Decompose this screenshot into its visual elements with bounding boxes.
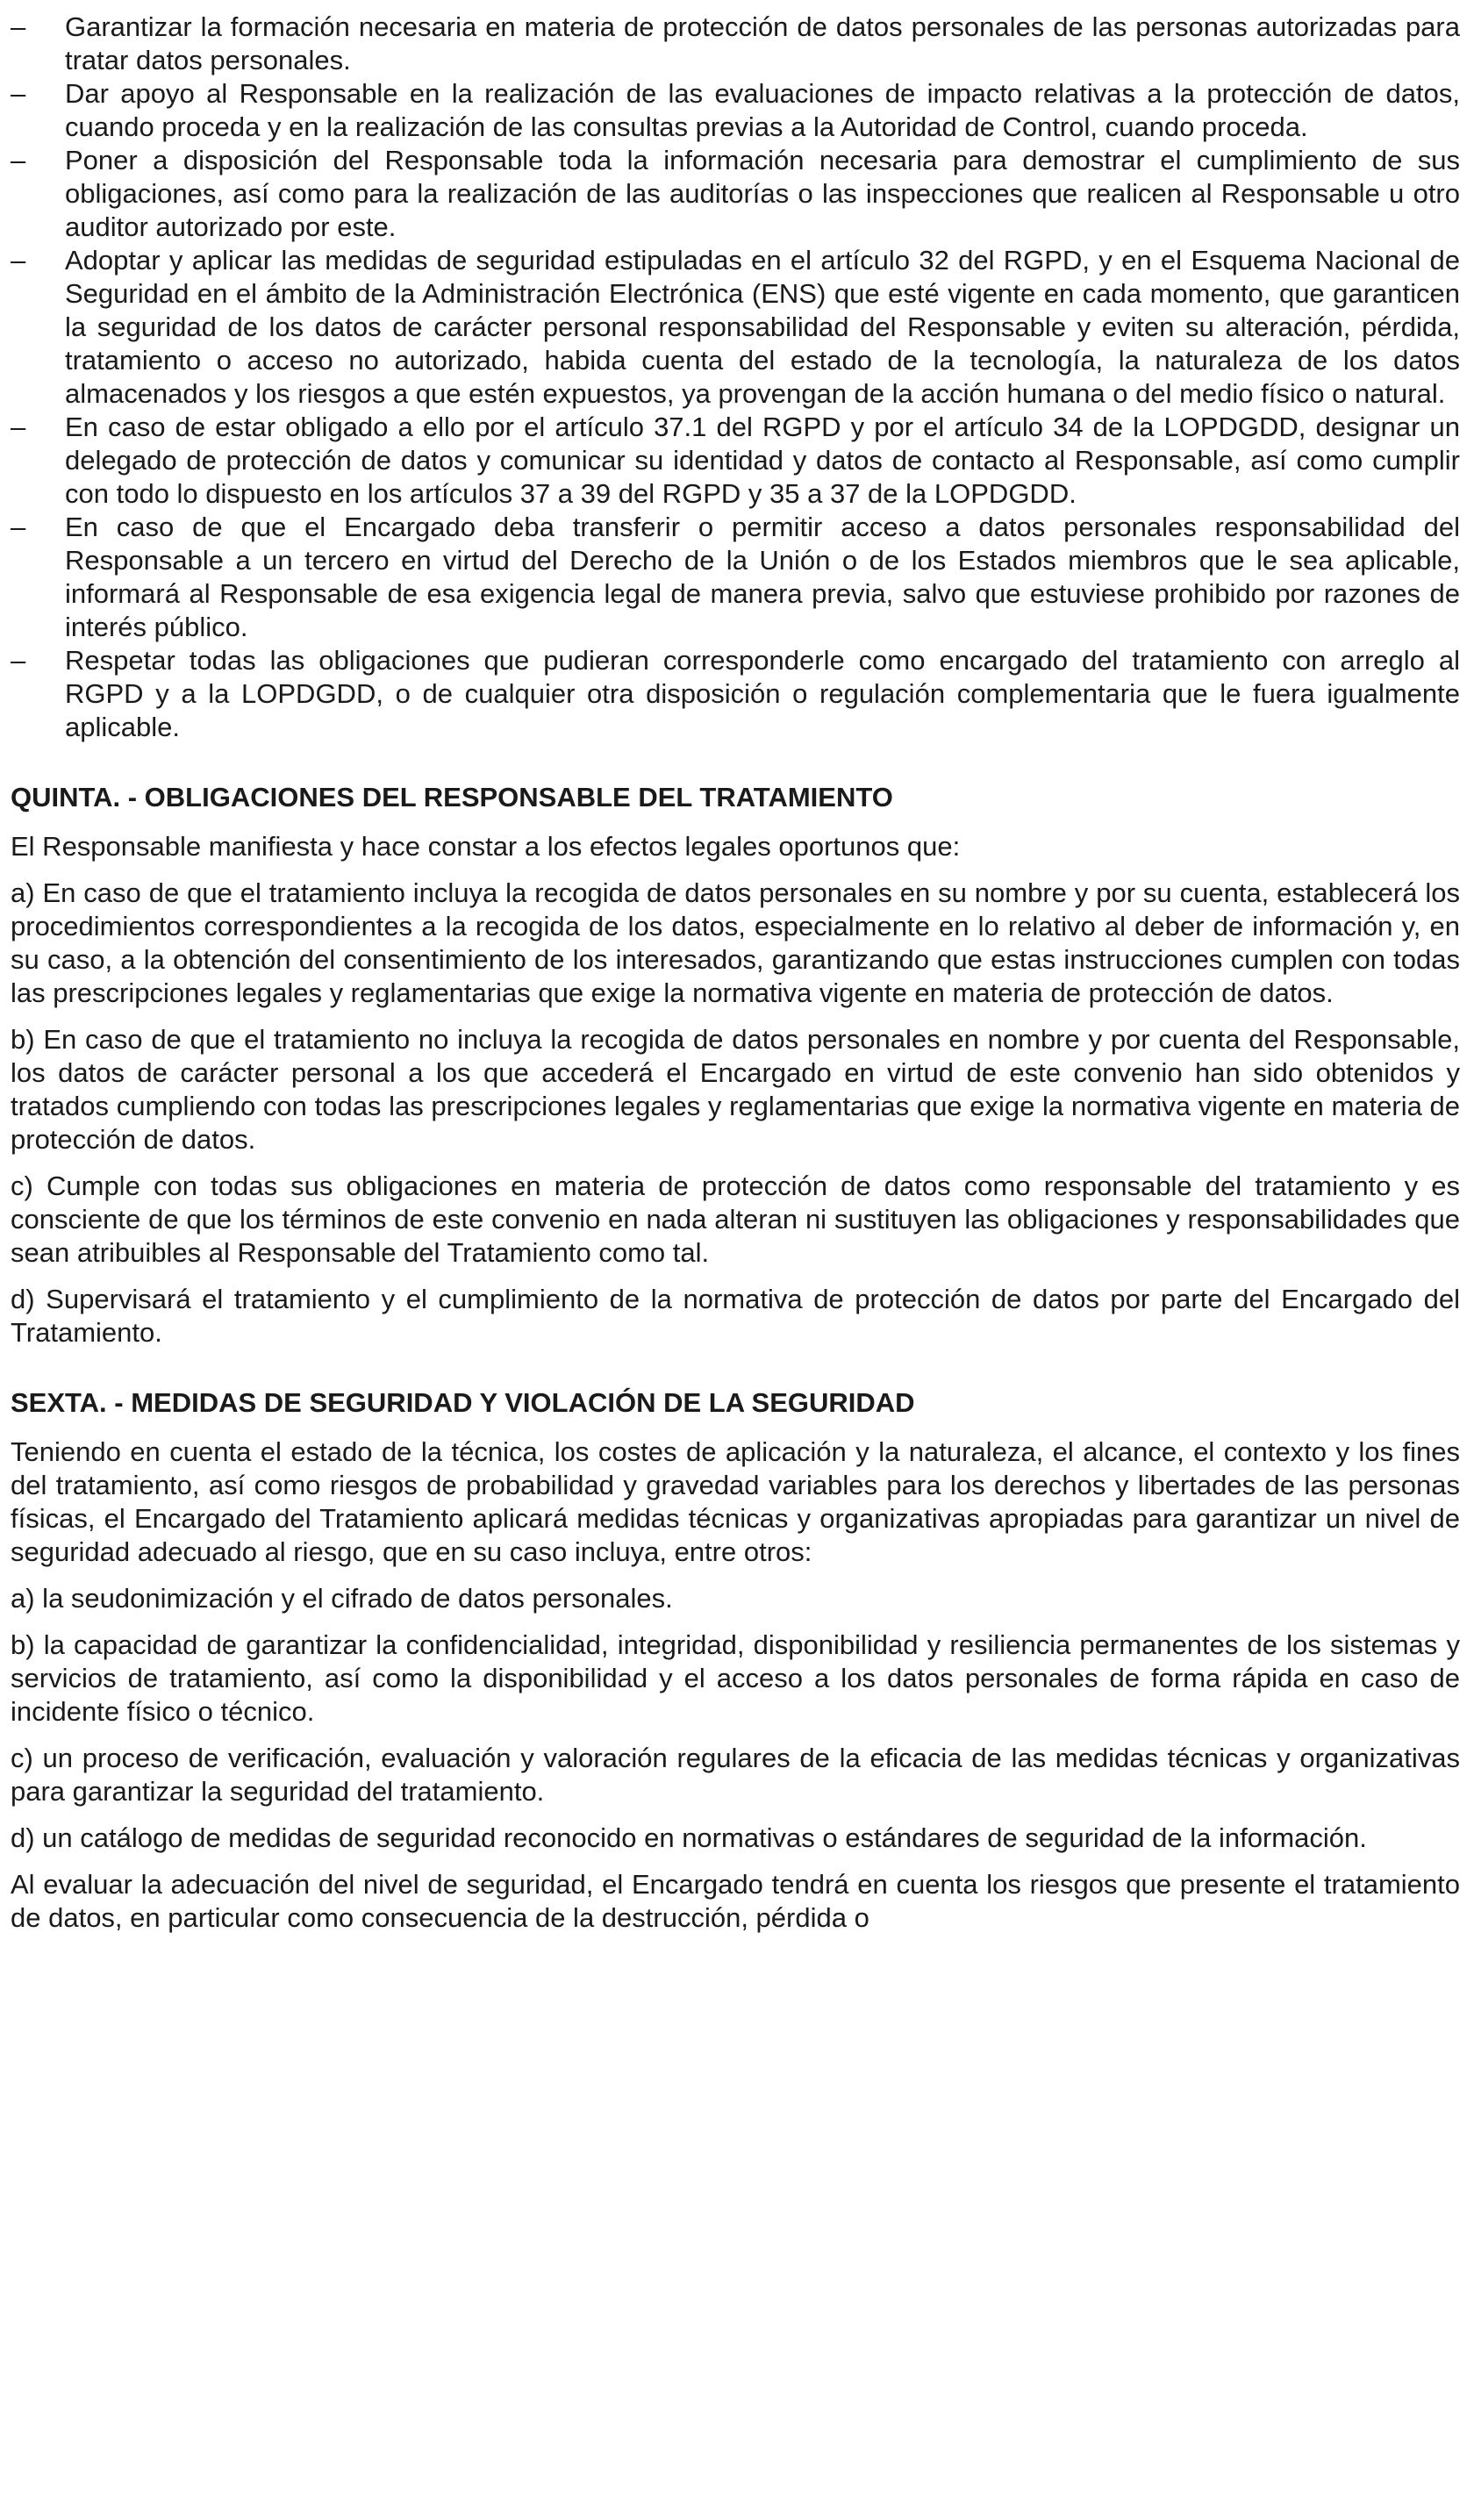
- clause-paragraph: a) la seudonimización y el cifrado de datos personales.: [11, 1583, 673, 1614]
- clause-paragraph: d) Supervisará el tratamiento y el cumplimiento de la normativa de protección de datos por parte del Encargado del Tratamiento.: [11, 1284, 1460, 1348]
- list-item-text: Dar apoyo al Responsable en la realización de las evaluaciones de impacto relativas a la protección de datos, cuando proceda y en la realización de las consultas previas a la Autoridad de Control, cuando proceda.: [65, 78, 1460, 142]
- dash-marker: –: [11, 512, 26, 542]
- list-item-text: Respetar todas las obligaciones que pudieran corresponderle como encargado del tratamiento con arreglo al RGPD y a la LOPDGDD, o de cualquier otra disposición o regulación complementaria que le fuera igualmente aplicable.: [65, 645, 1460, 742]
- closing-paragraph: Al evaluar la adecuación del nivel de seguridad, el Encargado tendrá en cuenta los riesgos que presente el tratamiento de datos, en particular como consecuencia de la destrucción, pérdida o: [11, 1869, 1460, 1933]
- clause-paragraph: d) un catálogo de medidas de seguridad reconocido en normativas o estándares de seguridad de la información.: [11, 1822, 1367, 1853]
- list-item: [11, 11, 1460, 77]
- dash-marker: –: [11, 11, 26, 42]
- list-item-text: En caso de que el Encargado deba transferir o permitir acceso a datos personales responsabilidad del Responsable a un tercero en virtud del Derecho de la Unión o de los Estados miembros que le sea aplicable, informará al Responsable de esa exigencia legal de manera previa, salvo que estuviese prohibido por razones de interés público.: [65, 512, 1460, 642]
- list-item: [11, 411, 1460, 511]
- dash-marker: –: [11, 645, 26, 676]
- dash-marker: –: [11, 145, 26, 175]
- list-item: [11, 77, 1460, 144]
- list-item-text: Poner a disposición del Responsable toda la información necesaria para demostrar el cumplimiento de sus obligaciones, así como para la realización de las auditorías o las inspecciones que realicen al Responsable u otro auditor autorizado por este.: [65, 145, 1460, 242]
- section-heading-quinta: QUINTA. - OBLIGACIONES DEL RESPONSABLE DEL TRATAMIENTO: [11, 782, 893, 813]
- list-item: [11, 244, 1460, 411]
- dash-marker: –: [11, 245, 26, 276]
- list-item-text: En caso de estar obligado a ello por el artículo 37.1 del RGPD y por el artículo 34 de la LOPDGDD, designar un delegado de protección de datos y comunicar su identidad y datos de contacto al Responsable, así como cumplir con todo lo dispuesto en los artículos 37 a 39 del RGPD y 35 a 37 de la LOPDGDD.: [65, 412, 1460, 509]
- list-item: [11, 644, 1460, 744]
- dash-marker: –: [11, 78, 26, 109]
- clause-paragraph: c) Cumple con todas sus obligaciones en materia de protección de datos como responsable del tratamiento y es consciente de que los términos de este convenio en nada alteran ni sustituyen las obligaciones y responsabilidades que sean atribuibles al Responsable del Tratamiento como tal.: [11, 1171, 1460, 1268]
- section-intro: El Responsable manifiesta y hace constar a los efectos legales oportunos que:: [11, 831, 961, 862]
- clause-paragraph: b) En caso de que el tratamiento no incluya la recogida de datos personales en nombre y por cuenta del Responsable, los datos de carácter personal a los que accederá el Encargado en virtud de este convenio han sido obtenidos y tratados cumpliendo con todas las prescripciones legales y reglamentarias que exige la normativa vigente en materia de protección de datos.: [11, 1024, 1460, 1155]
- list-item: [11, 144, 1460, 244]
- section-intro: Teniendo en cuenta el estado de la técnica, los costes de aplicación y la naturaleza, el alcance, el contexto y los fines del tratamiento, así como riesgos de probabilidad y gravedad variables para los derechos y libertades de las personas físicas, el Encargado del Tratamiento aplicará medidas técnicas y organizativas apropiadas para garantizar un nivel de seguridad adecuado al riesgo, que en su caso incluya, entre otros:: [11, 1436, 1460, 1567]
- clause-paragraph: b) la capacidad de garantizar la confidencialidad, integridad, disponibilidad y resiliencia permanentes de los sistemas y servicios de tratamiento, así como la disponibilidad y el acceso a los datos personales de forma rápida en caso de incidente físico o técnico.: [11, 1629, 1460, 1727]
- dash-marker: –: [11, 412, 26, 442]
- list-item-text: Adoptar y aplicar las medidas de seguridad estipuladas en el artículo 32 del RGPD, y en el Esquema Nacional de Seguridad en el ámbito de la Administración Electrónica (ENS) que esté vigente en cada momento, que garanticen la seguridad de los datos de carácter personal responsabilidad del Responsable y eviten su alteración, pérdida, tratamiento o acceso no autorizado, habida cuenta del estado de la tecnología, la naturaleza de los datos almacenados y los riesgos a que estén expuestos, ya provengan de la acción humana o del medio físico o natural.: [65, 245, 1460, 409]
- list-item: [11, 511, 1460, 644]
- clause-paragraph: a) En caso de que el tratamiento incluya la recogida de datos personales en su nombre y por su cuenta, establecerá los procedimientos correspondientes a la recogida de los datos, especialmente en lo relativo al deber de información y, en su caso, a la obtención del consentimiento de los interesados, garantizando que estas instrucciones cumplen con todas las prescripciones legales y reglamentarias que exige la normativa vigente en materia de protección de datos.: [11, 877, 1460, 1008]
- section-heading-sexta: SEXTA. - MEDIDAS DE SEGURIDAD Y VIOLACIÓN DE LA SEGURIDAD: [11, 1387, 915, 1418]
- list-item-text: Garantizar la formación necesaria en materia de protección de datos personales de las personas autorizadas para tratar datos personales.: [65, 11, 1460, 75]
- clause-paragraph: c) un proceso de verificación, evaluación y valoración regulares de la eficacia de las medidas técnicas y organizativas para garantizar la seguridad del tratamiento.: [11, 1743, 1460, 1807]
- obligations-list: [11, 11, 1460, 744]
